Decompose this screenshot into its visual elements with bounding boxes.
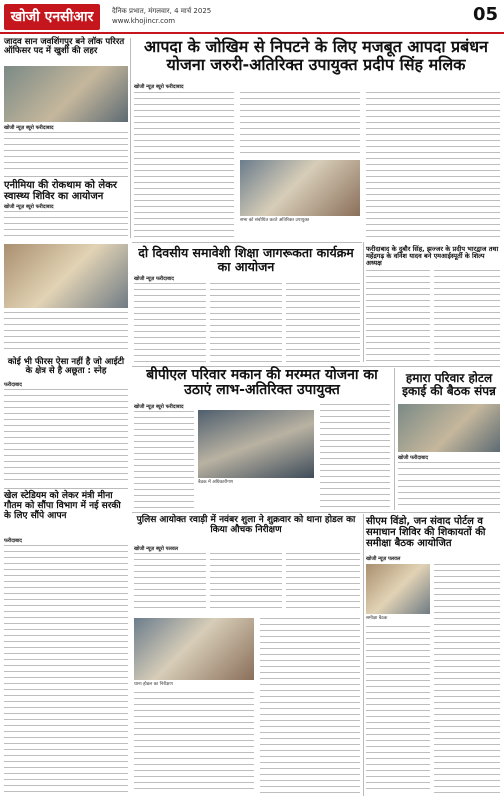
article-8-headline: बीपीएल परिवार मकान की मरम्मत योजना का उठाएं लाभ-अतिरिक्त उपायुक्त: [146, 367, 378, 399]
article-10-body-col3: [286, 553, 360, 613]
article-8-photo-caption: बैठक में अधिकारीगण: [198, 480, 233, 485]
article-6-body-col2: [210, 283, 282, 363]
lead-body-col2: [240, 92, 360, 156]
article-11-photo-caption: समीक्षा बैठक: [366, 616, 388, 621]
article-2-body: [4, 211, 128, 239]
article-6-body-col3: [286, 283, 360, 363]
article-7-body-col2: [434, 270, 500, 362]
page-number: 05: [472, 4, 498, 25]
article-8-photo: [198, 410, 314, 478]
article-3-body: [4, 389, 128, 485]
lead-headline: आपदा के जोखिम से निपटने के लिए मजबूत आपदा प्रबंधन योजना जरुरी-अतिरिक्त उपायुक्त प्रदीप सिंह मलिक: [143, 37, 489, 74]
article-11-byline: खोजी न्यूज़ पलवल: [366, 556, 401, 562]
article-10-body-col2: [210, 553, 282, 613]
article-1-headline: जादव सान जवशिंगपुर बने लॉक परिरत ऑफिसर पद में खुशी की लहर: [4, 37, 125, 57]
column-rule: [394, 368, 395, 510]
lead-photo: [240, 160, 360, 216]
article-10-body-col1: [134, 553, 206, 613]
column-rule: [363, 242, 364, 362]
divider: [132, 512, 500, 513]
article-1-body: [4, 132, 128, 172]
article-1-byline: खोजी न्यूज़ ब्यूरो फरीदाबाद: [4, 125, 54, 131]
masthead-date: दैनिक प्रभात, मंगलवार, 4 मार्च 2025: [112, 7, 212, 15]
article-8-body-col2: [320, 404, 390, 508]
article-4-body: [4, 545, 128, 795]
article-10-photo: [134, 618, 254, 680]
article-2-body-cont: [4, 312, 128, 352]
column-rule: [363, 514, 364, 796]
article-10-headline: पुलिस आयोक्त रवाड़ी में नवंबर शुला ने शुक्रवार को थाना होडल का किया औचक निरीक्षण: [136, 515, 356, 535]
article-4-byline: फरीदाबाद: [4, 538, 22, 544]
article-11-photo: [366, 564, 430, 614]
divider: [4, 176, 128, 177]
divider: [132, 242, 362, 243]
article-11-headline: सीएम विंडो, जन संवाद पोर्टल व समाधान शिविर की शिकायतों की समीक्षा बैठक आयोजित: [366, 516, 486, 549]
lead-body-col3: [366, 92, 500, 238]
article-9-headline: हमारा परिवार होटल इकाई की बैठक संपन्न: [402, 371, 496, 399]
article-2-byline: खोजी न्यूज़ ब्यूरो फरीदाबाद: [4, 204, 54, 210]
lead-body-col1: [134, 92, 234, 238]
divider: [4, 488, 128, 489]
article-7-headline: फरीदाबाद के दुबौर सिंह, झज्जर के प्रदीप भारद्वाज तथा महेंद्रगढ़ के वनिश यादव बने एमआईस्पूर्ती के शिल्प अध्यक्ष: [366, 245, 499, 268]
lead-byline: खोजी न्यूज़ ब्यूरो फरीदाबाद: [134, 84, 184, 90]
article-6-body-col1: [134, 283, 206, 363]
article-10-body-col4: [260, 618, 360, 794]
article-3-headline: कोई भी फीरस ऐसा नहीं है जो आईटी के क्षेत्र से है अछूता : स्नेह: [7, 357, 125, 377]
article-10-byline: खोजी न्यूज़ ब्यूरो पलवल: [134, 546, 179, 552]
lead-photo-caption: सभा को संबोधित करते अतिरिक्त उपायुक्त: [240, 218, 310, 223]
article-9-photo: [398, 404, 500, 452]
article-2-headline: एनीमिया की रोकथाम को लेकर स्वास्थ्य शिविर का आयोजन: [4, 180, 117, 202]
column-rule: [130, 38, 131, 238]
masthead: [0, 0, 504, 34]
article-2-photo: [4, 244, 128, 308]
masthead-url: www.khojincr.com: [112, 17, 176, 25]
article-8-byline: खोजी न्यूज़ ब्यूरो फरीदाबाद: [134, 404, 184, 410]
article-3-byline: फरीदाबाद: [4, 382, 22, 388]
article-6-byline: खोजी न्यूज़ फरीदाबाद: [134, 276, 174, 282]
masthead-info: [112, 6, 211, 26]
article-4-headline: खेल स्टेडियम को लेकर मंत्री मीना गौतम को सौंपा विभाग में नई सरकी के लिए सौंपे आपन: [4, 491, 121, 521]
article-11-body-col1: [366, 626, 430, 794]
article-9-body: [398, 462, 500, 508]
article-9-byline: खोजी फरीदाबाद: [398, 455, 429, 461]
article-10-photo-caption: थाना होडल का निरीक्षण: [134, 682, 173, 687]
article-8-body-col1: [134, 411, 194, 509]
brand-logo: खोजी एनसीआर: [4, 4, 100, 30]
article-7-body-col1: [366, 270, 430, 362]
article-11-body-col2: [434, 564, 500, 794]
article-6-headline: दो दिवसीय समावेशी शिक्षा जागरूकता कार्यक्रम का आयोजन: [138, 245, 354, 274]
article-1-photo: [4, 66, 128, 122]
article-10-body-col5: [134, 692, 254, 794]
